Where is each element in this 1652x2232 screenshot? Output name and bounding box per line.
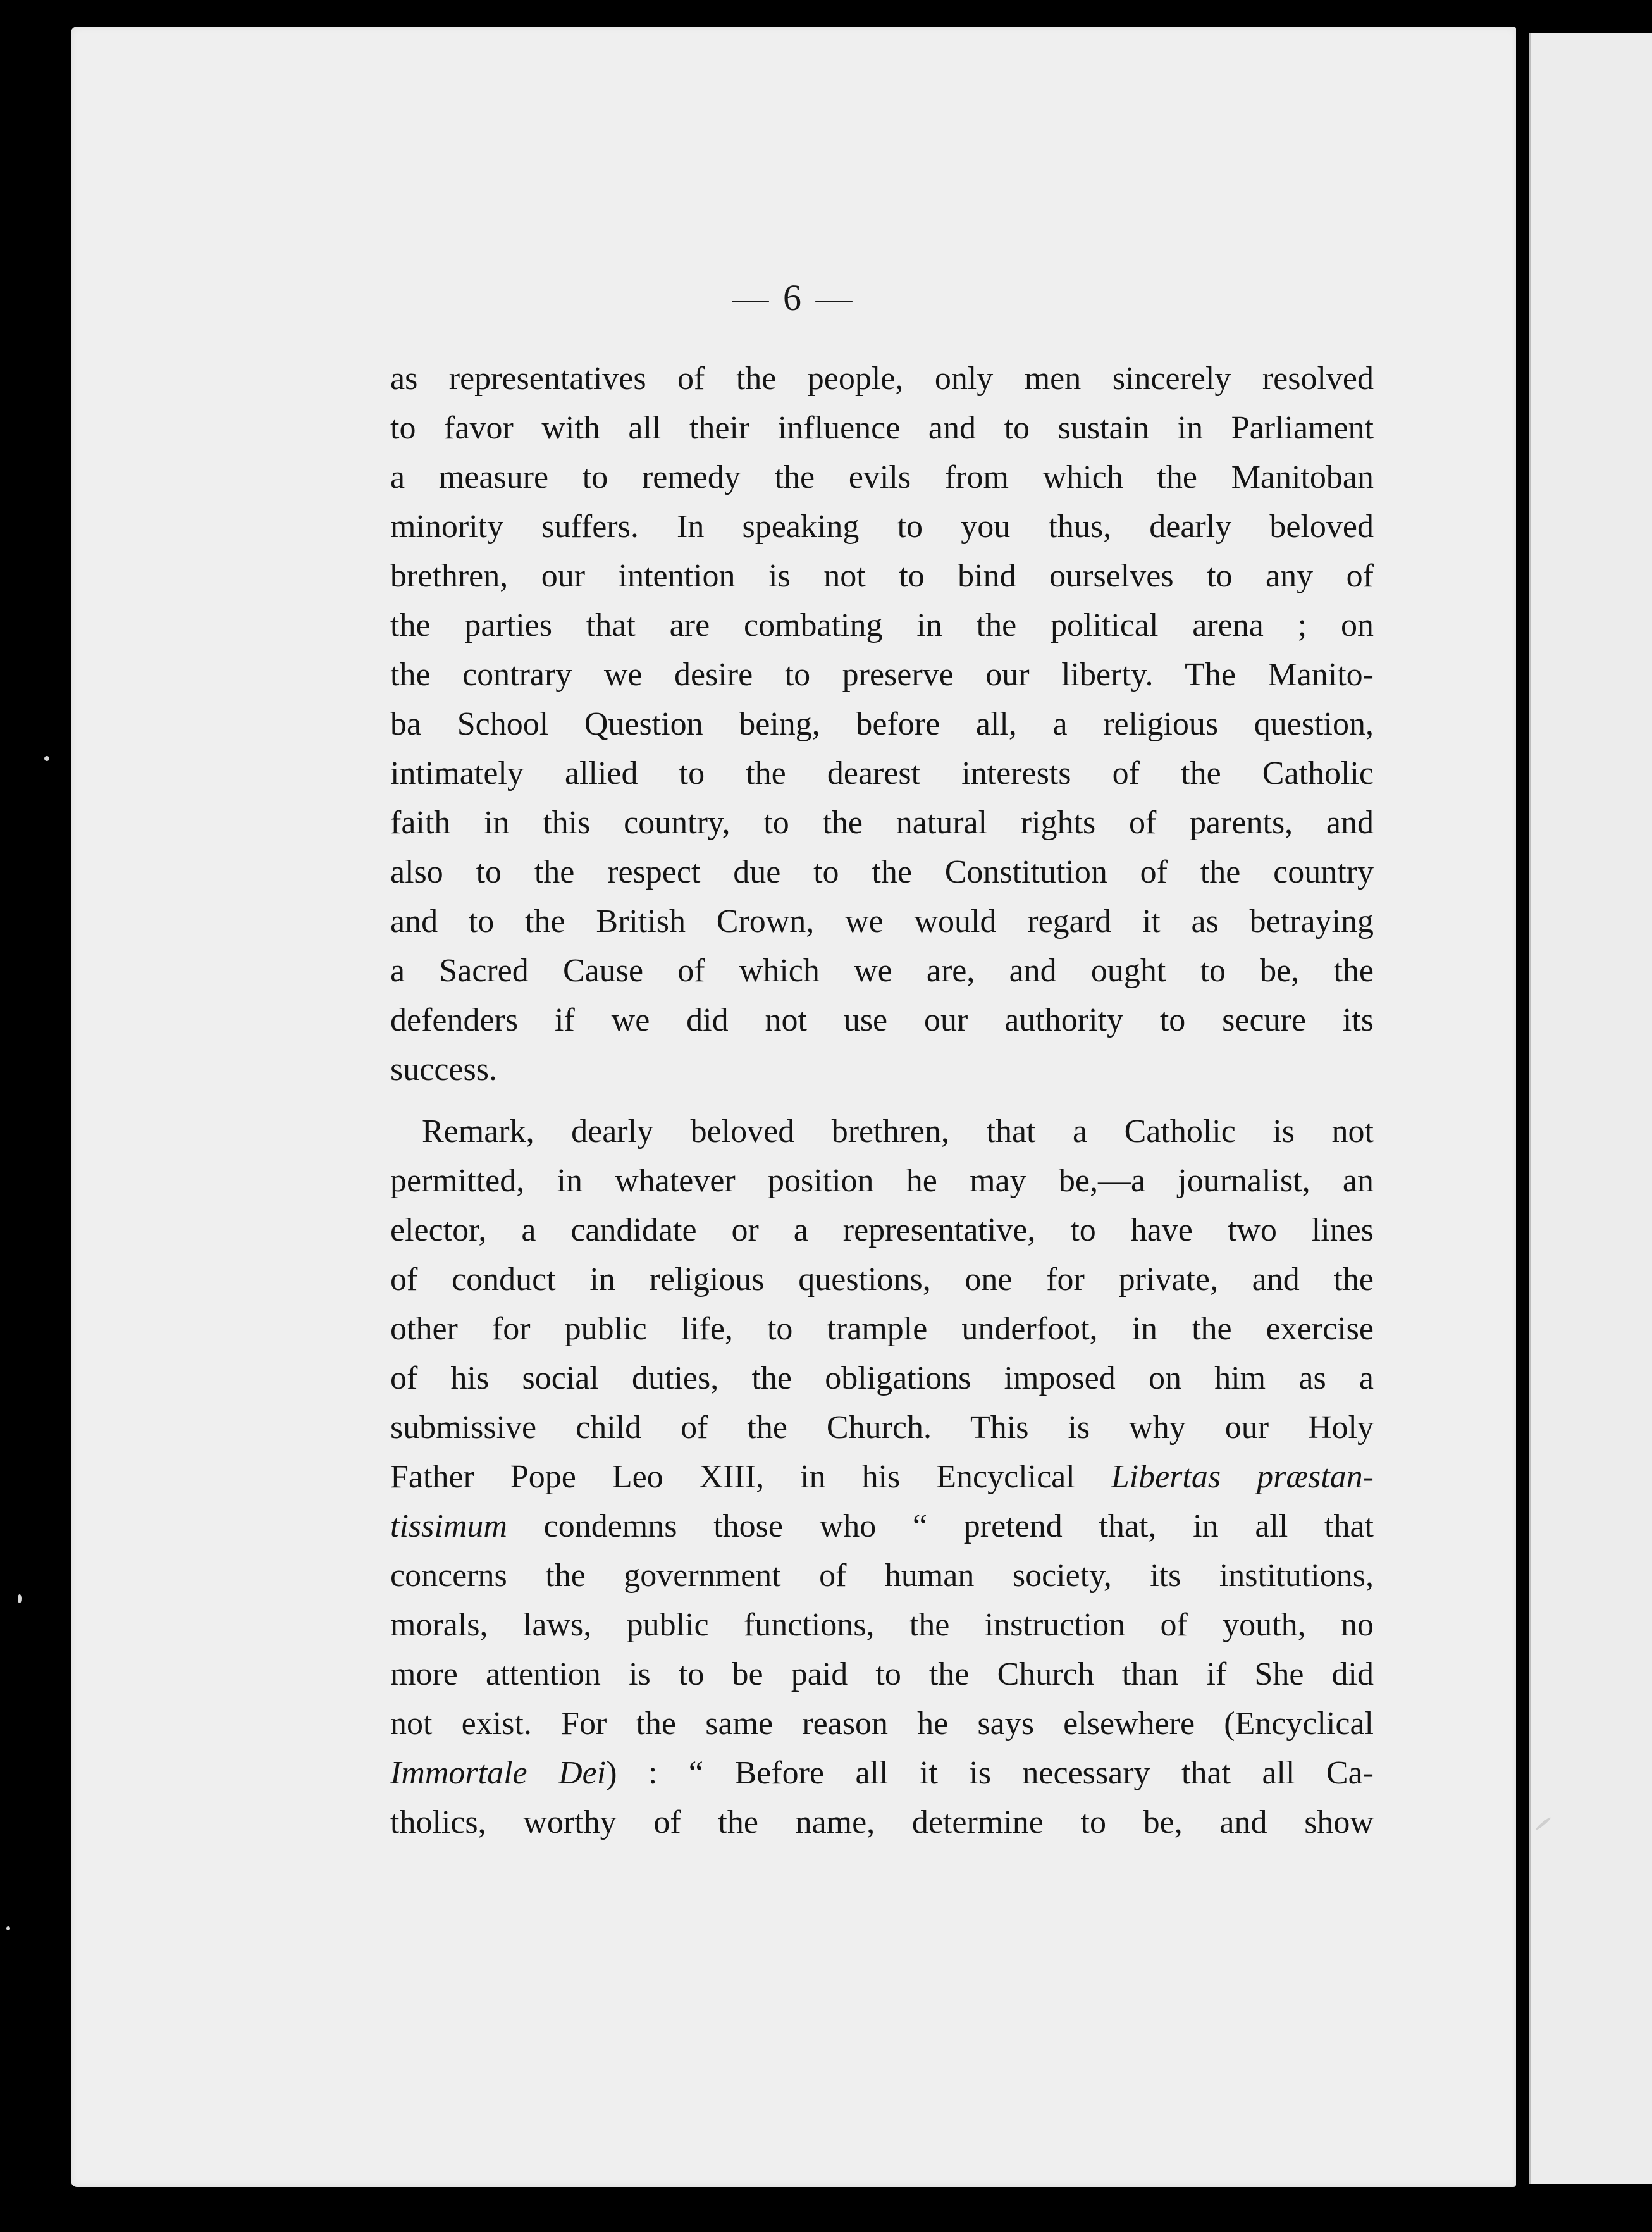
text-run: Father Pope Leo XIII, in his Encyclical [390,1459,1111,1495]
paragraph-1 [390,354,1374,1094]
text-line: of conduct in religious questions, one for private, and the [390,1262,1374,1298]
text-line: a Sacred Cause of which we are, and ought to be, the [390,953,1374,989]
body-text [390,354,1374,1847]
text-line: tholics, worthy of the name, determine to be, and show [390,1804,1374,1840]
paragraph-2 [390,1107,1374,1847]
text-line: as representatives of the people, only men sincerely resolved [390,361,1374,397]
text-line: other for public life, to trample underfoot, in the exercise [390,1311,1374,1347]
text-line: concerns the government of human society, its institutions, [390,1558,1374,1594]
text-line-mixed [390,1749,1374,1798]
text-line: brethren, our intention is not to bind ourselves to any of [390,558,1374,594]
text-line: Remark, dearly beloved brethren, that a Catholic is not [422,1113,1374,1150]
text-line: ba School Question being, before all, a religious question, [390,706,1374,742]
scan-speck [6,1926,10,1930]
italic-title: tissimum [390,1508,507,1544]
text-line: defenders if we did not use our authority to secure its [390,1002,1374,1038]
text-run: ) : “ Before all it is necessary that all Ca- [606,1755,1374,1791]
text-line: minority suffers. In speaking to you thus, dearly beloved [390,509,1374,545]
italic-title: Immortale Dei [390,1755,607,1791]
document-page [71,27,1516,2187]
text-line: success. [390,1051,497,1088]
page-number: — 6 — [732,277,855,318]
text-line-mixed [390,1453,1374,1502]
text-line-mixed [390,1502,1374,1551]
text-line: more attention is to be paid to the Church than if She did [390,1656,1374,1692]
scan-speck [18,1594,22,1603]
adjacent-page-edge [1529,33,1652,2184]
text-line: a measure to remedy the evils from which the Manitoban [390,459,1374,495]
text-line: intimately allied to the dearest interests of the Catholic [390,755,1374,791]
text-line: not exist. For the same reason he says elsewhere (Encyclical [390,1706,1374,1742]
text-run: condemns those who “ pretend that, in all that [507,1508,1374,1544]
text-line: to favor with all their influence and to sustain in Parliament [390,410,1374,446]
scan-speck [44,756,49,761]
text-line: the contrary we desire to preserve our liberty. The Manito- [390,657,1374,693]
text-line: faith in this country, to the natural rights of parents, and [390,805,1374,841]
text-line: elector, a candidate or a representative, to have two lines [390,1212,1374,1248]
text-line: of his social duties, the obligations imposed on him as a [390,1360,1374,1396]
italic-title: Libertas præstan- [1111,1459,1374,1495]
text-line: permitted, in whatever position he may be,—a journalist, an [390,1163,1374,1199]
text-line: morals, laws, public functions, the instruction of youth, no [390,1607,1374,1643]
text-line: submissive child of the Church. This is why our Holy [390,1410,1374,1446]
text-line: and to the British Crown, we would regard it as betraying [390,903,1374,939]
text-line: the parties that are combating in the political arena ; on [390,607,1374,643]
text-line: also to the respect due to the Constitution of the country [390,854,1374,890]
